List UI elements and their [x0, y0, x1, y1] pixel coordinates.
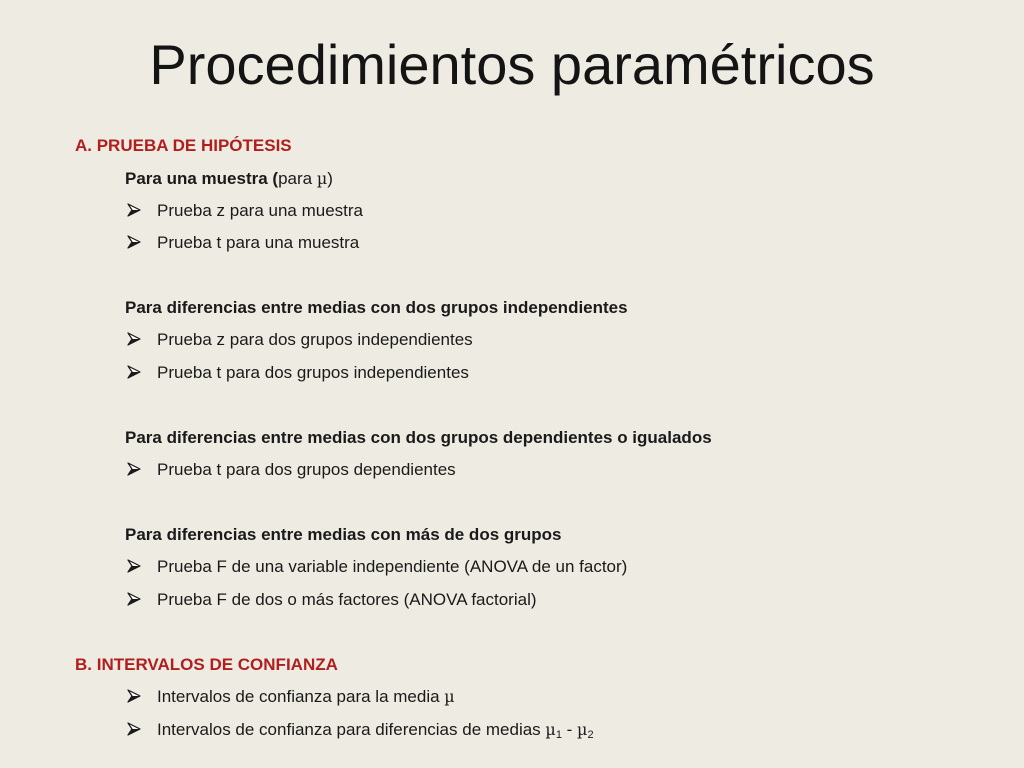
- list-item-t-dependent: [127, 459, 456, 481]
- list-item-ci-mean: [127, 686, 455, 708]
- section-heading-hypothesis-test: A. PRUEBA DE HIPÓTESIS: [75, 136, 292, 155]
- subscript-1: 1: [555, 729, 562, 741]
- arrowhead-bullet-icon: [127, 235, 141, 249]
- subheading-one-sample-bold: Para una muestra (: [125, 169, 279, 188]
- list-item-label: Prueba F de dos o más factores (ANOVA factorial): [157, 590, 537, 609]
- arrowhead-bullet-icon: [127, 365, 141, 379]
- section-heading-confidence-intervals: B. INTERVALOS DE CONFIANZA: [75, 655, 338, 674]
- arrowhead-bullet-icon: [127, 722, 141, 736]
- mu-symbol: µ: [577, 720, 588, 739]
- minus-sign: -: [561, 720, 578, 739]
- list-item-t-independent: [127, 362, 469, 384]
- list-item-label: Intervalos de confianza para diferencias de medias: [157, 720, 546, 739]
- arrowhead-bullet-icon: [127, 559, 141, 573]
- list-item-label: Prueba F de una variable independiente (ANOVA de un factor): [157, 557, 628, 576]
- list-item-z-one-sample: [127, 200, 363, 222]
- list-item-label: Prueba t para una muestra: [157, 233, 360, 252]
- subheading-independent-groups: Para diferencias entre medias con dos grupos independientes: [125, 298, 628, 317]
- list-item-z-independent: [127, 329, 473, 351]
- list-item-anova-one-factor: [127, 556, 627, 578]
- mu-symbol: µ: [316, 169, 328, 188]
- slide-title: Procedimientos paramétricos: [149, 33, 875, 96]
- arrowhead-bullet-icon: [127, 203, 141, 217]
- mu-symbol: µ: [545, 720, 556, 739]
- arrowhead-bullet-icon: [127, 689, 141, 703]
- subheading-one-sample-normal: para: [278, 169, 317, 188]
- mu-symbol: µ: [444, 687, 455, 706]
- subheading-dependent-groups: Para diferencias entre medias con dos grupos dependientes o igualados: [125, 428, 712, 447]
- subheading-more-than-two-groups: Para diferencias entre medias con más de dos grupos: [125, 525, 562, 544]
- list-item-label: Intervalos de confianza para la media: [157, 687, 445, 706]
- list-item-label: Prueba t para dos grupos independientes: [157, 363, 469, 382]
- list-item-label: Prueba z para dos grupos independientes: [157, 330, 473, 349]
- list-item-t-one-sample: [127, 232, 359, 254]
- arrowhead-bullet-icon: [127, 332, 141, 346]
- subheading-one-sample: [125, 168, 333, 190]
- list-item-ci-difference: [127, 719, 594, 741]
- arrowhead-bullet-icon: [127, 592, 141, 606]
- subheading-one-sample-close: ): [327, 169, 333, 188]
- list-item-label: Prueba z para una muestra: [157, 201, 364, 220]
- subscript-2: 2: [587, 729, 594, 741]
- arrowhead-bullet-icon: [127, 462, 141, 476]
- list-item-label: Prueba t para dos grupos dependientes: [157, 460, 456, 479]
- list-item-anova-factorial: [127, 589, 537, 611]
